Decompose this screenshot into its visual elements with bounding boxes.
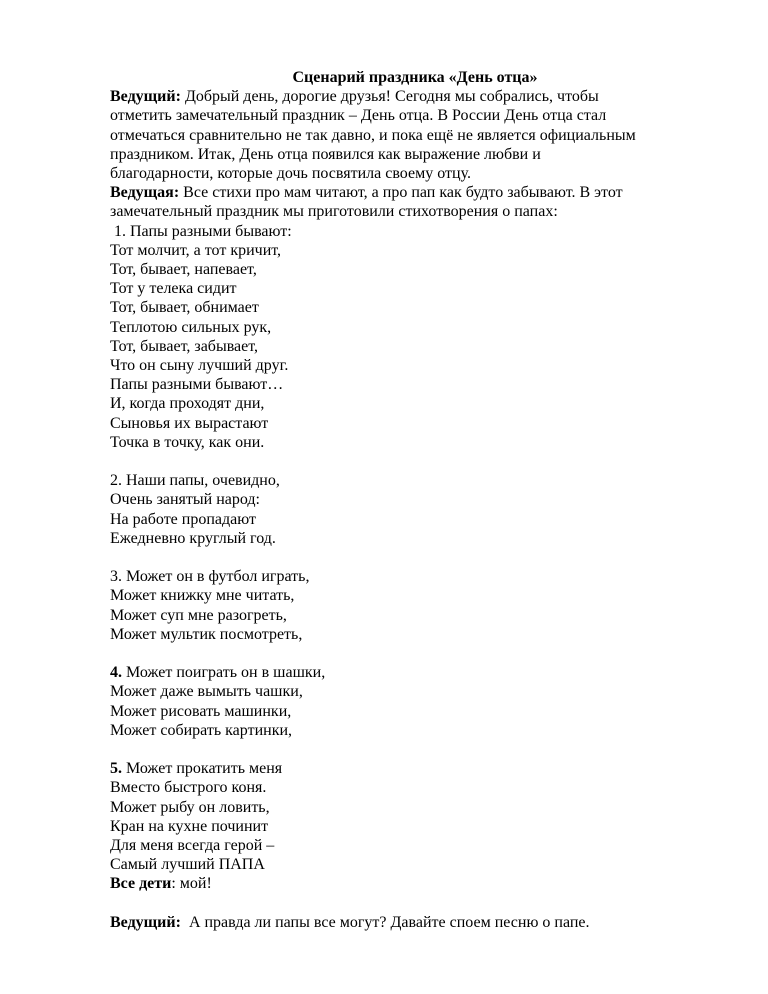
- intro-host-paragraph: [110, 87, 720, 183]
- poem-line: Точка в точку, как они.: [110, 433, 265, 451]
- blank-line: [110, 740, 720, 759]
- blank-line: [110, 452, 720, 471]
- poem-number: 4.: [110, 664, 122, 682]
- poem-line: Может рыбу он ловить,: [110, 798, 270, 816]
- blank-line: [110, 644, 720, 663]
- poem-line: На работе пропадают: [110, 510, 256, 528]
- intro-hostess-paragraph: [110, 183, 720, 221]
- blank-line: [110, 548, 720, 567]
- poem-line: Может мультик посмотреть,: [110, 625, 303, 643]
- document-title: Сценарий праздника «День отца»: [292, 69, 538, 86]
- poem-line: 1. Папы разными бывают:: [114, 222, 292, 240]
- intro-host-line: Ведущий: Добрый день, дорогие друзья! Сегодня мы собрались, чтобы: [110, 88, 599, 106]
- poem-4: [110, 663, 720, 740]
- poem-line: Тот, бывает, обнимает: [110, 299, 259, 317]
- poem-line: 5. Может прокатить меня: [110, 760, 283, 778]
- poem-line: 3. Может он в футбол играть,: [110, 568, 310, 586]
- poem-line: Очень занятый народ:: [110, 491, 260, 509]
- poem-line: 2. Наши папы, очевидно,: [110, 472, 280, 490]
- document-page: [110, 68, 720, 932]
- poem-line: Что он сыну лучший друг.: [110, 357, 289, 375]
- poem-line: Кран на кухне починит: [110, 817, 269, 835]
- intro-hostess-line: Ведущая: Все стихи про мам читают, а про пап как будто забывают. В этот: [110, 184, 623, 202]
- poem-2: [110, 471, 720, 548]
- chorus-line: Все дети: мой!: [110, 875, 212, 893]
- poem-line: Может суп мне разогреть,: [110, 606, 287, 624]
- speaker-label-hostess: Ведущая:: [110, 184, 180, 202]
- poem-number: 5.: [110, 760, 122, 778]
- intro-host-line: праздником. Итак, День отца появился как выражение любви и: [110, 145, 541, 163]
- poem-line: Может рисовать машинки,: [110, 702, 292, 720]
- poem-line: Сыновья их вырастают: [110, 414, 269, 432]
- poem-line: Теплотою сильных рук,: [110, 318, 272, 336]
- speaker-label-children: Все дети: [110, 875, 172, 893]
- outro-line: Ведущий: А правда ли папы все могут? Давайте споем песню о папе.: [110, 913, 590, 931]
- poem-line: Самый лучший ПАПА: [110, 856, 265, 874]
- poem-3: [110, 567, 720, 644]
- poem-line: Ежедневно круглый год.: [110, 529, 276, 547]
- intro-host-line: отметить замечательный праздник – День отца. В России День отца стал: [110, 107, 607, 125]
- outro-paragraph: [110, 913, 720, 932]
- poem-line: Тот, бывает, напевает,: [110, 261, 257, 279]
- poem-line: Может собирать картинки,: [110, 721, 293, 739]
- poem-line: Для меня всегда герой –: [110, 837, 275, 855]
- poem-line: Папы разными бывают…: [110, 376, 284, 394]
- speaker-label-host: Ведущий:: [110, 88, 181, 106]
- blank-line: [110, 894, 720, 913]
- speaker-label-host: Ведущий:: [110, 913, 181, 931]
- intro-host-line: благодарности, которые дочь посвятила своему отцу.: [110, 165, 471, 183]
- poem-line: Тот молчит, а тот кричит,: [110, 241, 282, 259]
- poem-5: [110, 759, 720, 893]
- poem-1: [110, 222, 720, 452]
- poem-line: Вместо быстрого коня.: [110, 779, 267, 797]
- poem-line: Тот, бывает, забывает,: [110, 337, 259, 355]
- poem-line: Может даже вымыть чашки,: [110, 683, 303, 701]
- intro-hostess-line: замечательный праздник мы приготовили стихотворения о папах:: [110, 203, 558, 221]
- poem-line: Может книжку мне читать,: [110, 587, 295, 605]
- poem-line: И, когда проходят дни,: [110, 395, 265, 413]
- intro-host-line: отмечаться сравнительно не так давно, и пока ещё не является официальным: [110, 126, 636, 144]
- poem-line: 4. Может поиграть он в шашки,: [110, 664, 326, 682]
- poem-line: Тот у телека сидит: [110, 280, 237, 298]
